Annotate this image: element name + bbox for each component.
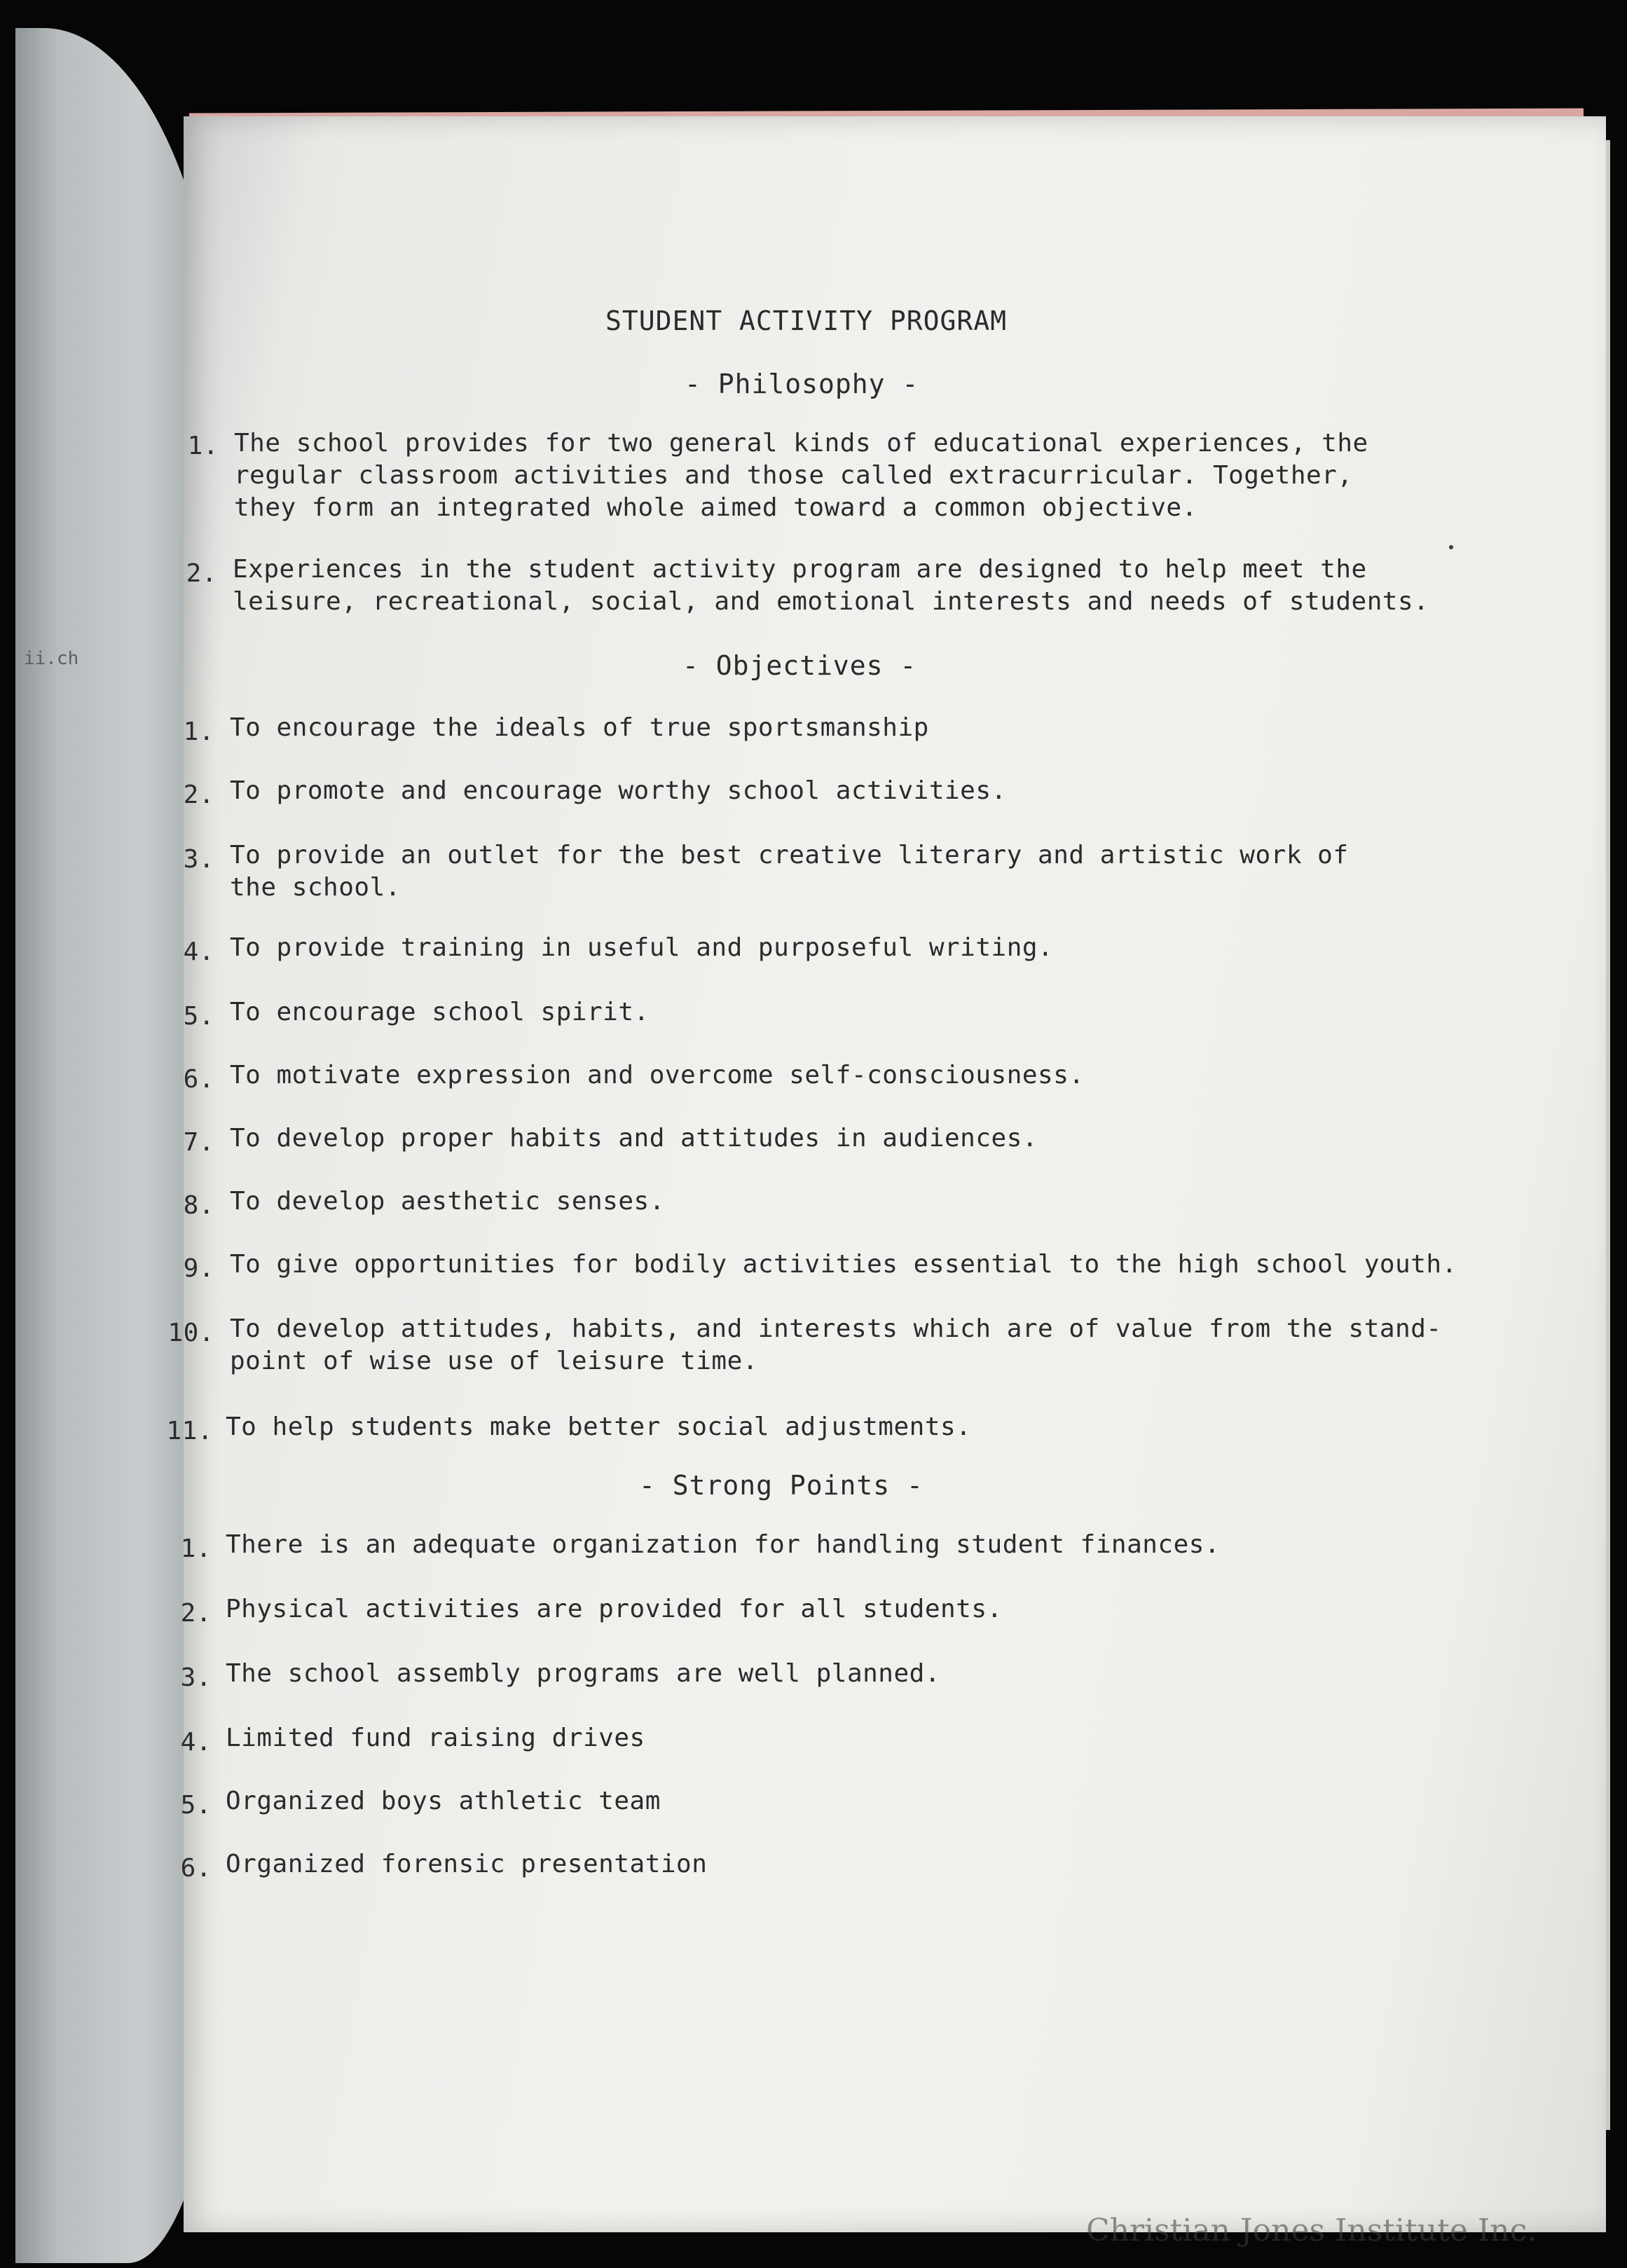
item-number: 5. <box>180 1791 212 1820</box>
item-number: 9. <box>183 1254 214 1283</box>
item-line: leisure, recreational, social, and emotional interests and needs of students. <box>233 587 1429 616</box>
item-number: 10. <box>167 1319 214 1347</box>
item-number: 4. <box>183 937 214 966</box>
section-heading-strong-points: - Strong Points - <box>639 1470 924 1501</box>
item-line: To encourage school spirit. <box>230 998 650 1026</box>
item-number: 1. <box>187 432 219 460</box>
item-line: The school assembly programs are well planned. <box>226 1659 940 1688</box>
item-line: point of wise use of leisure time. <box>230 1347 758 1375</box>
item-line: regular classroom activities and those called extracurricular. Together, <box>234 461 1353 490</box>
item-number: 4. <box>180 1728 212 1757</box>
item-line: To provide training in useful and purposeful writing. <box>230 933 1054 962</box>
item-number: 2. <box>180 1599 212 1628</box>
typed-page <box>166 116 1606 2232</box>
ink-speck <box>1449 545 1453 549</box>
item-line: To develop aesthetic senses. <box>230 1187 665 1216</box>
item-line: To develop attitudes, habits, and interests which are of value from the stand- <box>230 1314 1442 1343</box>
item-number: 3. <box>180 1663 212 1692</box>
item-line: Physical activities are provided for all students. <box>226 1595 1003 1623</box>
page-title: STUDENT ACTIVITY PROGRAM <box>605 305 1008 336</box>
item-number: 5. <box>183 1002 214 1031</box>
item-line: they form an integrated whole aimed toward a common objective. <box>234 493 1197 522</box>
item-line: To provide an outlet for the best creative literary and artistic work of <box>230 841 1349 870</box>
item-number: 8. <box>183 1191 214 1220</box>
facing-page-mark: ii.ch <box>24 648 79 669</box>
item-number: 6. <box>183 1065 214 1094</box>
item-number: 6. <box>180 1854 212 1883</box>
item-line: Experiences in the student activity program are designed to help meet the <box>233 555 1367 584</box>
item-number: 2. <box>186 559 217 588</box>
item-line: The school provides for two general kinds of educational experiences, the <box>234 429 1368 458</box>
item-number: 1. <box>183 717 214 746</box>
item-line: To promote and encourage worthy school activities. <box>230 776 1007 805</box>
item-number: 3. <box>183 845 214 874</box>
item-line: Organized boys athletic team <box>226 1787 661 1815</box>
item-line: To encourage the ideals of true sportsmanship <box>230 713 929 742</box>
section-heading-objectives: - Objectives - <box>682 650 917 681</box>
item-line: the school. <box>230 873 401 902</box>
item-line: To develop proper habits and attitudes in audiences. <box>230 1124 1038 1153</box>
item-line: To motivate expression and overcome self-consciousness. <box>230 1061 1085 1090</box>
section-heading-philosophy: - Philosophy - <box>685 369 919 399</box>
item-line: There is an adequate organization for handling student finances. <box>226 1530 1221 1559</box>
item-number: 7. <box>183 1128 214 1157</box>
item-line: To help students make better social adjustments. <box>226 1413 972 1441</box>
item-number: 1. <box>180 1534 212 1563</box>
item-number: 11. <box>166 1417 213 1445</box>
item-line: Limited fund raising drives <box>226 1724 645 1752</box>
watermark: Christian Jones Institute Inc. <box>1086 2213 1537 2248</box>
item-line: To give opportunities for bodily activities essential to the high school youth. <box>230 1250 1457 1279</box>
item-line: Organized forensic presentation <box>226 1850 708 1878</box>
item-number: 2. <box>183 781 214 809</box>
